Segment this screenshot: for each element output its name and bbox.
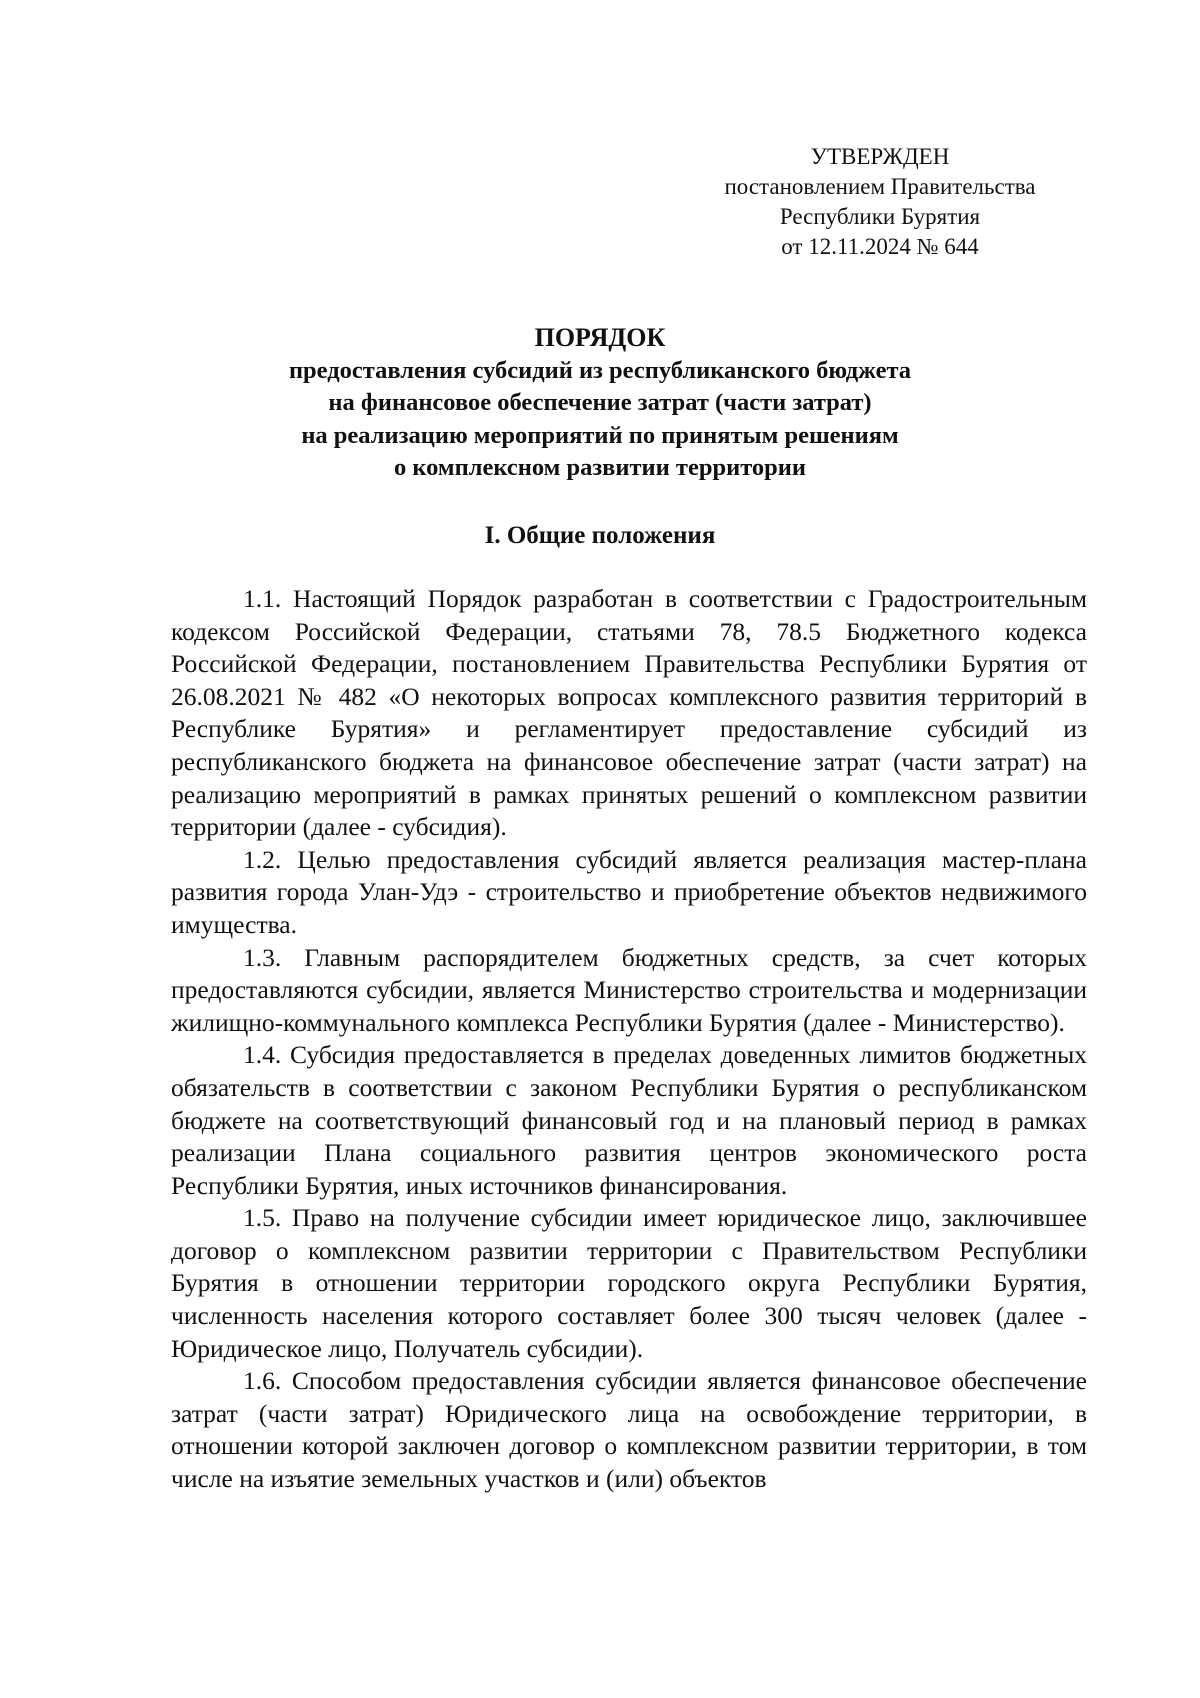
title-subline: о комплексном развитии территории — [393, 454, 807, 481]
paragraph-1-1: 1.1. Настоящий Порядок разработан в соответствии с Градостроительным кодексом Российской Федерации, статьями 78, 78.5 Бюджетного кодекса Российской Федерации, постановлением Правительства Республики Бурятия от 26.08.2021 № 482 «О некоторых вопросах комплексного развития территорий в Республике Бурятия» и регламентирует предоставление субсидий из республиканского бюджета на финансовое обеспечение затрат (части затрат) на реализацию мероприятий в рамках принятых решений о комплексном развитии территории (далее - субсидия). — [171, 584, 1087, 842]
approval-date-number: от 12.11.2024 № 644 — [781, 234, 979, 259]
approval-status: УТВЕРЖДЕН — [810, 144, 950, 169]
approval-authority: Республики Бурятия — [779, 204, 981, 229]
title-subline: предоставления субсидий из республиканского бюджета — [288, 356, 912, 384]
section-heading: I. Общие положения — [484, 522, 716, 549]
approval-basis: постановлением Правительства — [724, 174, 1036, 199]
paragraph-1-2: 1.2. Целью предоставления субсидий является реализация мастер-плана развития города Улан-Удэ - строительство и приобретение объектов недвижимого имущества. — [171, 844, 1087, 939]
paragraph-1-5: 1.5. Право на получение субсидии имеет юридическое лицо, заключившее договор о комплексном развитии территории с Правительством Республики Бурятия в отношении территории городского округа Республики Бурятия, численность населения которого составляет более 300 тысяч человек (далее - Юридическое лицо, Получатель субсидии). — [171, 1203, 1087, 1363]
paragraph-1-4: 1.4. Субсидия предоставляется в пределах доведенных лимитов бюджетных обязательств в соответствии с законом Республики Бурятия о республиканском бюджете на соответствующий финансовый год и на плановый период в рамках реализации Плана социального развития центров экономического роста Республики Бурятия, иных источников финансирования. — [171, 1040, 1087, 1200]
page-title: ПОРЯДОК — [534, 323, 666, 352]
document-body — [171, 583, 1087, 1496]
paragraph-1-6: 1.6. Способом предоставления субсидии является финансовое обеспечение затрат (части затрат) Юридического лица на освобождение территории, в отношении которой заключен договор о комплексном развитии территории, в том числе на изъятие земельных участков и (или) объектов — [171, 1366, 1087, 1494]
title-subline: на финансовое обеспечение затрат (части затрат) — [328, 389, 872, 416]
paragraph-1-3: 1.3. Главным распорядителем бюджетных средств, за счет которых предоставляются субсидии, является Министерство строительства и модернизации жилищно-коммунального комплекса Республики Бурятия (далее - Министерство). — [171, 942, 1087, 1037]
approval-stamp — [680, 142, 1080, 262]
title-subline: на реализацию мероприятий по принятым решениям — [301, 421, 899, 449]
document-title — [170, 322, 1030, 485]
